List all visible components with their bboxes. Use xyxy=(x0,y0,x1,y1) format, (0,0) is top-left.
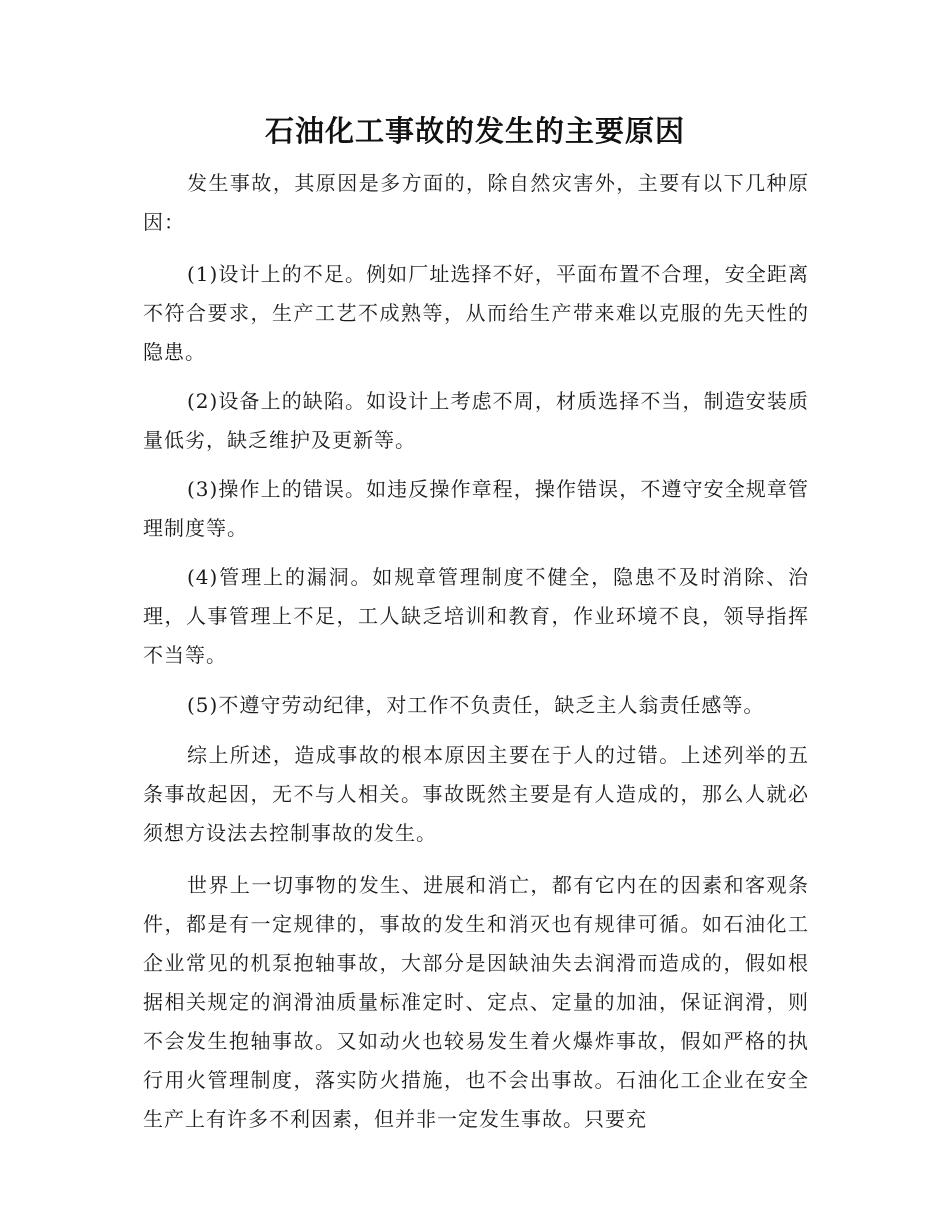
paragraph-cause-1: (1)设计上的不足。例如厂址选择不好，平面布置不合理，安全距离不符合要求，生产工艺不成熟等，从而给生产带来难以克服的先天性的隐患。 xyxy=(143,262,809,364)
paragraph-summary: 综上所述，造成事故的根本原因主要在于人的过错。上述列举的五条事故起因，无不与人相关。事故既然主要是有人造成的，那么人就必须想方设法去控制事故的发生。 xyxy=(143,743,809,845)
paragraph-cause-2: (2)设备上的缺陷。如设计上考虑不周，材质选择不当，制造安装质量低劣，缺乏维护及更新等。 xyxy=(143,389,809,452)
paragraph-cause-3: (3)操作上的错误。如违反操作章程，操作错误，不遵守安全规章管理制度等。 xyxy=(143,477,809,540)
paragraph-cause-4: (4)管理上的漏洞。如规章管理制度不健全，隐患不及时消除、治理，人事管理上不足，工人缺乏培训和教育，作业环境不良，领导指挥不当等。 xyxy=(143,565,809,667)
paragraph-intro: 发生事故，其原因是多方面的，除自然灾害外，主要有以下几种原因： xyxy=(143,171,809,234)
document-title: 石油化工事故的发生的主要原因 xyxy=(264,114,685,148)
paragraph-discussion: 世界上一切事物的发生、进展和消亡，都有它内在的因素和客观条件，都是有一定规律的，事故的发生和消灭也有规律可循。如石油化工企业常见的机泵抱轴事故，大部分是因缺油失去润滑而造成的，假如根据相关规定的润滑油质量标准定时、定点、定量的加油，保证润滑，则不会发生抱轴事故。又如动火也较易发生着火爆炸事故，假如严格的执行用火管理制度，落实防火措施，也不会出事故。石油化工企业在安全生产上有许多不利因素，但并非一定发生事故。只要充 xyxy=(143,873,809,1131)
paragraph-cause-5: (5)不遵守劳动纪律，对工作不负责任，缺乏主人翁责任感等。 xyxy=(187,693,765,717)
